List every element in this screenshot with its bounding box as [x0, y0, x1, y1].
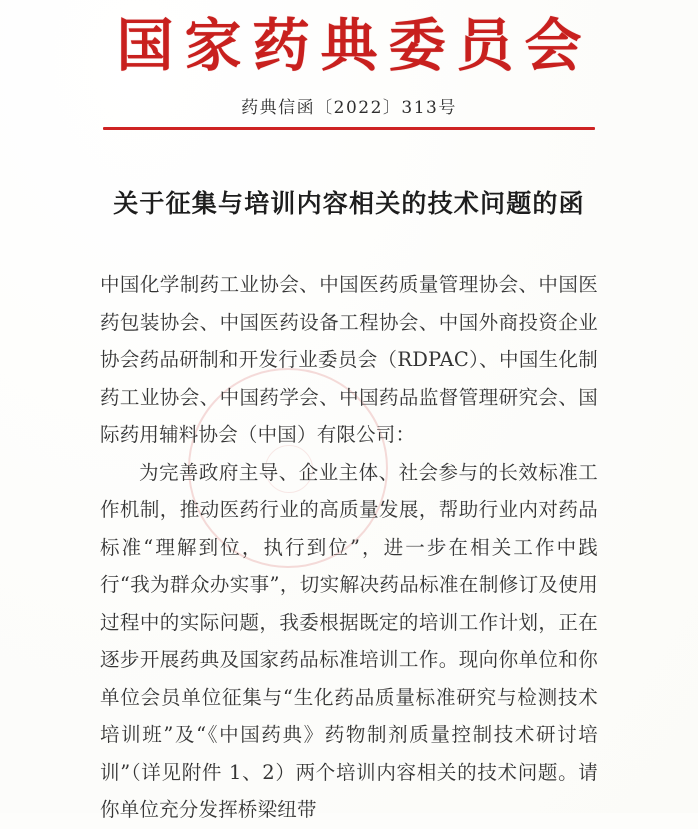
letterhead-rule-container — [0, 127, 698, 130]
document-body — [100, 220, 598, 829]
letterhead — [0, 0, 698, 130]
document-number: 药典信函〔2022〕313号 — [241, 98, 457, 119]
body-paragraph: 为完善政府主导、企业主体、社会参与的长效标准工作机制，推动医药行业的高质量发展，帮助行业内对药品标准“理解到位，执行到位”，进一步在相关工作中践行“我为群众办实事”，切实解决药品标准在制修订及使用过程中的实际问题，我委根据既定的培训工作计划，正在逐步开展药典及国家药品标准培训工作。现向你单位和你单位会员单位征集与“生化药品质量标准研究与检测技术培训班”及“《中国药典》药物制剂质量控制技术研讨培训”（详见附件 1、2）两个培训内容相关的技术问题。请你单位充分发挥桥梁纽带 — [100, 460, 598, 822]
red-horizontal-rule — [103, 127, 595, 130]
issuing-organization-title: 国家药典委员会 — [116, 12, 593, 79]
addressee-block: 中国化学制药工业协会、中国医药质量管理协会、中国医药包装协会、中国医药设备工程协会、中国外商投资企业协会药品研制和开发行业委员会（RDPAC）、中国生化制药工业协会、中国药学会、中国药品监督管理研究会、国际药用辅料协会（中国）有限公司： — [100, 273, 598, 447]
page-title: 关于征集与培训内容相关的技术问题的函 — [113, 189, 585, 219]
